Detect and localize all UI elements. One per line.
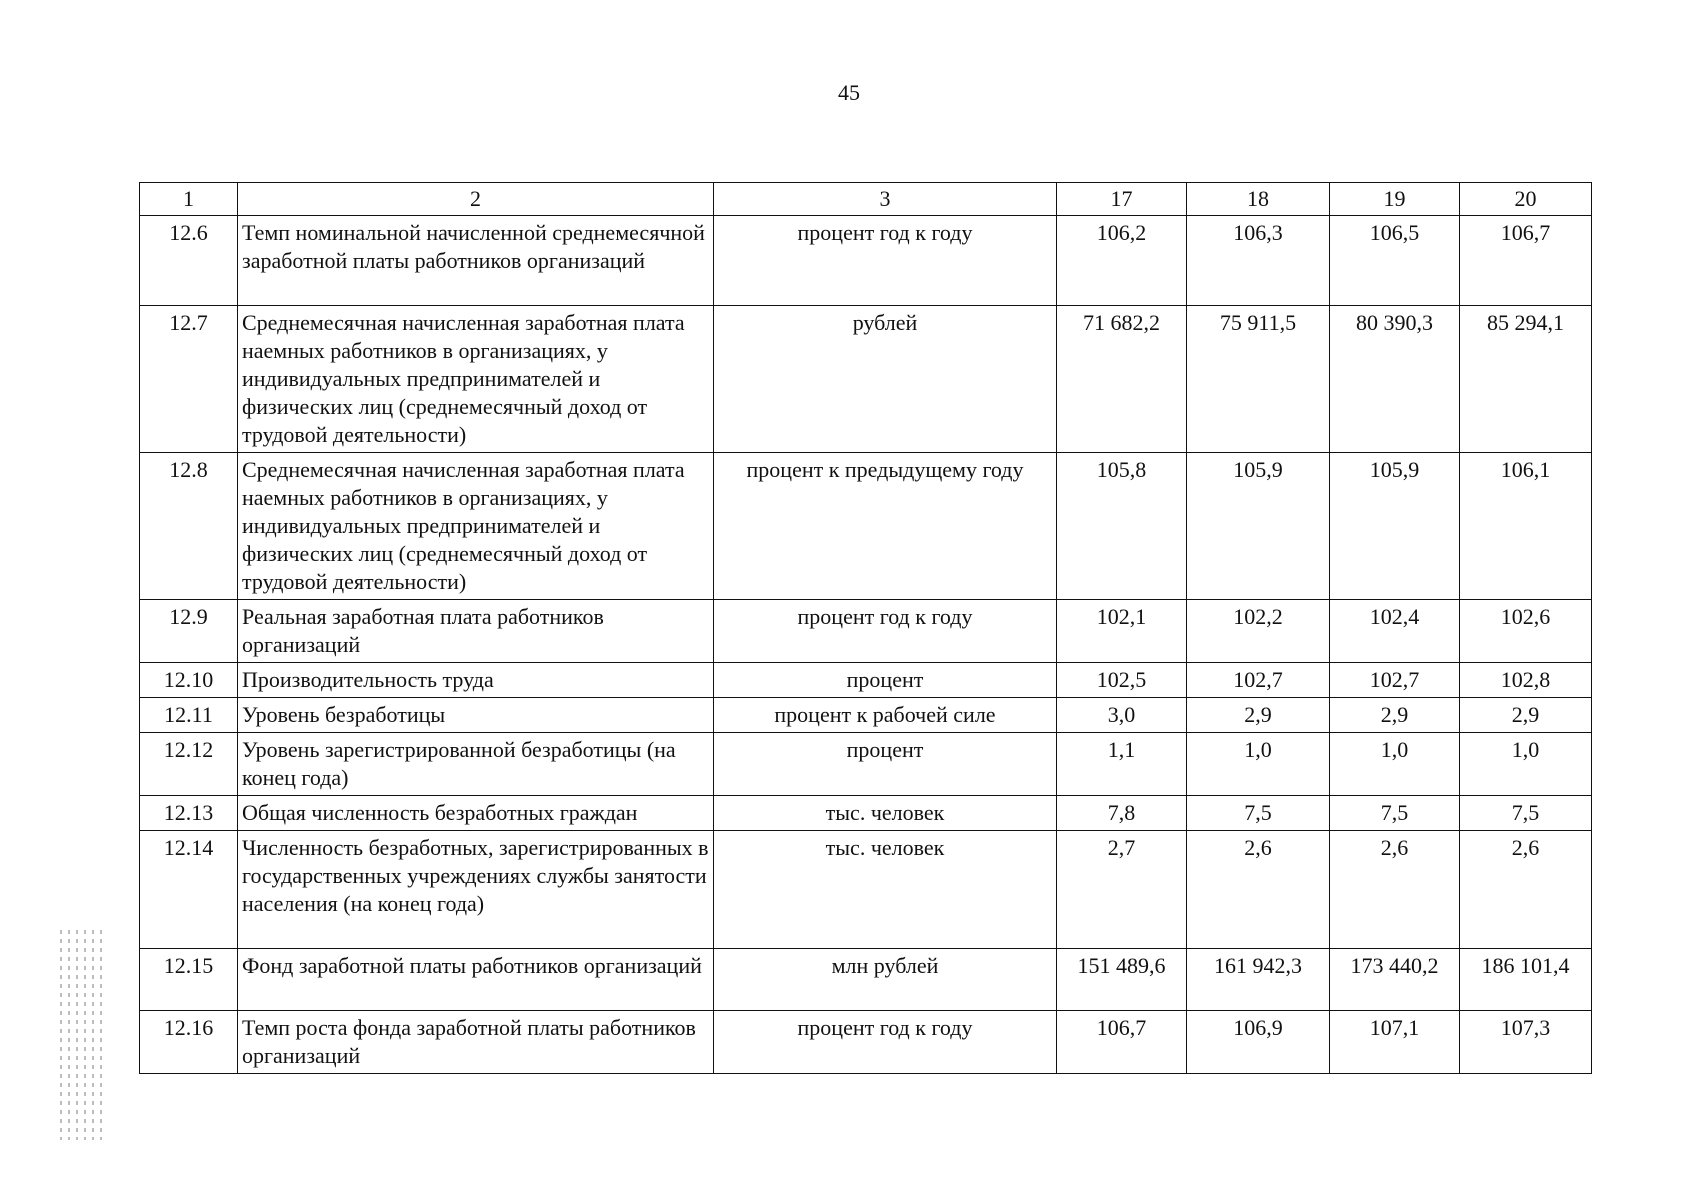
indicator-name: Темп номинальной начисленной среднемесячной заработной платы работников организаций [238, 216, 714, 306]
indicator-name: Реальная заработная плата работников организаций [238, 600, 714, 663]
value-19: 105,9 [1330, 453, 1460, 600]
table-row [140, 306, 1592, 453]
header-col-19: 19 [1330, 183, 1460, 216]
value-18: 2,6 [1187, 831, 1330, 949]
unit: процент год к году [714, 216, 1057, 306]
table-row [140, 216, 1592, 306]
value-19: 7,5 [1330, 796, 1460, 831]
header-col-20: 20 [1460, 183, 1592, 216]
value-19: 107,1 [1330, 1011, 1460, 1074]
table-row [140, 949, 1592, 1011]
value-20: 2,9 [1460, 698, 1592, 733]
value-19: 1,0 [1330, 733, 1460, 796]
header-row [140, 183, 1592, 216]
indicator-name: Среднемесячная начисленная заработная плата наемных работников в организациях, у индивидуальных предпринимателей и физических лиц (среднемесячный доход от трудовой деятельности) [238, 306, 714, 453]
indicator-name: Общая численность безработных граждан [238, 796, 714, 831]
value-18: 106,9 [1187, 1011, 1330, 1074]
header-col-18: 18 [1187, 183, 1330, 216]
unit: процент к рабочей силе [714, 698, 1057, 733]
unit: рублей [714, 306, 1057, 453]
row-number: 12.6 [140, 216, 238, 306]
indicator-name: Численность безработных, зарегистрированных в государственных учреждениях службы занятости населения (на конец года) [238, 831, 714, 949]
row-number: 12.16 [140, 1011, 238, 1074]
unit: млн рублей [714, 949, 1057, 1011]
table-row [140, 698, 1592, 733]
value-18: 105,9 [1187, 453, 1330, 600]
value-20: 7,5 [1460, 796, 1592, 831]
value-20: 106,7 [1460, 216, 1592, 306]
scan-artifact [60, 930, 130, 1140]
indicator-name: Среднемесячная начисленная заработная плата наемных работников в организациях, у индивидуальных предпринимателей и физических лиц (среднемесячный доход от трудовой деятельности) [238, 453, 714, 600]
value-17: 106,2 [1057, 216, 1187, 306]
value-20: 1,0 [1460, 733, 1592, 796]
indicator-name: Уровень безработицы [238, 698, 714, 733]
header-col-17: 17 [1057, 183, 1187, 216]
value-19: 102,7 [1330, 663, 1460, 698]
value-17: 7,8 [1057, 796, 1187, 831]
row-number: 12.10 [140, 663, 238, 698]
value-17: 151 489,6 [1057, 949, 1187, 1011]
table-row [140, 831, 1592, 949]
value-19: 2,9 [1330, 698, 1460, 733]
value-18: 102,7 [1187, 663, 1330, 698]
value-18: 2,9 [1187, 698, 1330, 733]
value-18: 161 942,3 [1187, 949, 1330, 1011]
value-20: 102,8 [1460, 663, 1592, 698]
unit: процент год к году [714, 1011, 1057, 1074]
unit: процент к предыдущему году [714, 453, 1057, 600]
indicator-name: Производительность труда [238, 663, 714, 698]
unit: процент [714, 733, 1057, 796]
table-row [140, 733, 1592, 796]
value-18: 7,5 [1187, 796, 1330, 831]
value-20: 107,3 [1460, 1011, 1592, 1074]
indicator-name: Уровень зарегистрированной безработицы (на конец года) [238, 733, 714, 796]
value-18: 106,3 [1187, 216, 1330, 306]
header-col-3: 3 [714, 183, 1057, 216]
value-17: 105,8 [1057, 453, 1187, 600]
value-19: 173 440,2 [1330, 949, 1460, 1011]
row-number: 12.9 [140, 600, 238, 663]
value-20: 186 101,4 [1460, 949, 1592, 1011]
table-row [140, 600, 1592, 663]
value-17: 106,7 [1057, 1011, 1187, 1074]
value-17: 102,1 [1057, 600, 1187, 663]
value-20: 102,6 [1460, 600, 1592, 663]
table-row [140, 453, 1592, 600]
row-number: 12.13 [140, 796, 238, 831]
row-number: 12.14 [140, 831, 238, 949]
unit: процент год к году [714, 600, 1057, 663]
value-18: 75 911,5 [1187, 306, 1330, 453]
value-17: 1,1 [1057, 733, 1187, 796]
value-19: 80 390,3 [1330, 306, 1460, 453]
indicators-table [139, 182, 1592, 1074]
indicator-name: Фонд заработной платы работников организаций [238, 949, 714, 1011]
row-number: 12.11 [140, 698, 238, 733]
value-19: 102,4 [1330, 600, 1460, 663]
row-number: 12.15 [140, 949, 238, 1011]
page-number: 45 [838, 80, 860, 105]
row-number: 12.7 [140, 306, 238, 453]
indicator-name: Темп роста фонда заработной платы работников организаций [238, 1011, 714, 1074]
row-number: 12.12 [140, 733, 238, 796]
value-18: 1,0 [1187, 733, 1330, 796]
header-col-2: 2 [238, 183, 714, 216]
table-row [140, 796, 1592, 831]
unit: тыс. человек [714, 831, 1057, 949]
unit: процент [714, 663, 1057, 698]
value-17: 71 682,2 [1057, 306, 1187, 453]
value-19: 106,5 [1330, 216, 1460, 306]
header-col-1: 1 [140, 183, 238, 216]
value-17: 102,5 [1057, 663, 1187, 698]
unit: тыс. человек [714, 796, 1057, 831]
value-20: 106,1 [1460, 453, 1592, 600]
table-row [140, 663, 1592, 698]
value-17: 2,7 [1057, 831, 1187, 949]
value-20: 85 294,1 [1460, 306, 1592, 453]
row-number: 12.8 [140, 453, 238, 600]
value-19: 2,6 [1330, 831, 1460, 949]
value-17: 3,0 [1057, 698, 1187, 733]
value-20: 2,6 [1460, 831, 1592, 949]
value-18: 102,2 [1187, 600, 1330, 663]
table-row [140, 1011, 1592, 1074]
